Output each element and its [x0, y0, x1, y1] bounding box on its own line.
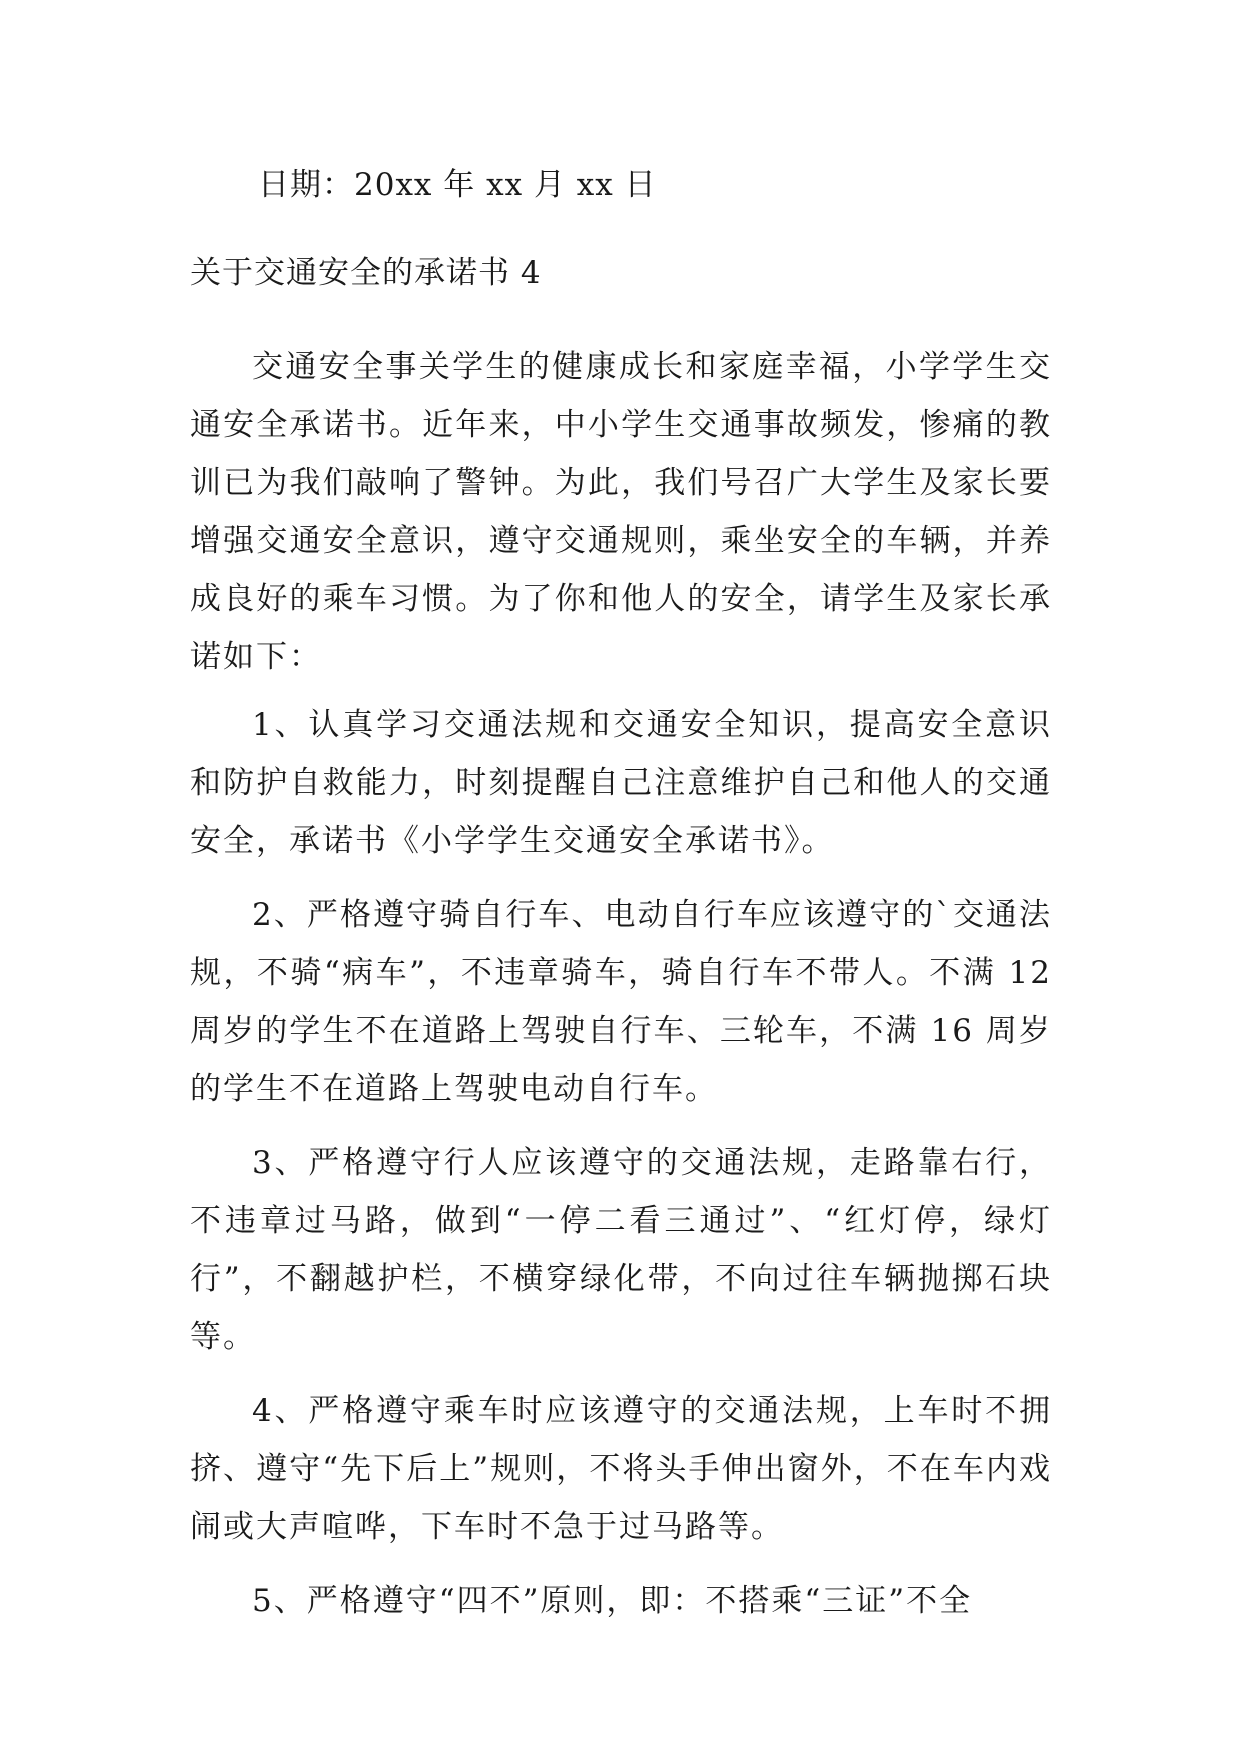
paragraph-item-5: 5、严格遵守“四不”原则，即：不搭乘“三证”不全: [252, 1583, 973, 1619]
date-line: 日期：20xx 年 xx 月 xx 日: [258, 167, 657, 203]
paragraph-item-2: 2、严格遵守骑自行车、电动自行车应该遵守的`交通法规，不骑“病车”，不违章骑车，骑自行车不带人。不满 12 周岁的学生不在道路上驾驶自行车、三轮车，不满 16 周岁的学生不在道路上驾驶电动自行车。: [190, 897, 1052, 1107]
document-title: 关于交通安全的承诺书 4: [190, 255, 542, 291]
paragraph-item-4: 4、严格遵守乘车时应该遵守的交通法规，上车时不拥挤、遵守“先下后上”规则，不将头手伸出窗外，不在车内戏闹或大声喧哗，下车时不急于过马路等。: [190, 1393, 1052, 1545]
paragraph-intro: 交通安全事关学生的健康成长和家庭幸福，小学学生交通安全承诺书。近年来，中小学生交通事故频发，惨痛的教训已为我们敲响了警钟。为此，我们号召广大学生及家长要增强交通安全意识，遵守交通规则，乘坐安全的车辆，并养成良好的乘车习惯。为了你和他人的安全，请学生及家长承诺如下：: [190, 349, 1052, 675]
paragraph-item-1: 1、认真学习交通法规和交通安全知识，提高安全意识和防护自救能力，时刻提醒自己注意维护自己和他人的交通安全，承诺书《小学学生交通安全承诺书》。: [190, 707, 1052, 859]
paragraph-item-3: 3、严格遵守行人应该遵守的交通法规，走路靠右行，不违章过马路，做到“一停二看三通过”、“红灯停，绿灯行”，不翻越护栏，不横穿绿化带，不向过往车辆抛掷石块等。: [190, 1145, 1052, 1355]
document-body: [190, 338, 1052, 1630]
